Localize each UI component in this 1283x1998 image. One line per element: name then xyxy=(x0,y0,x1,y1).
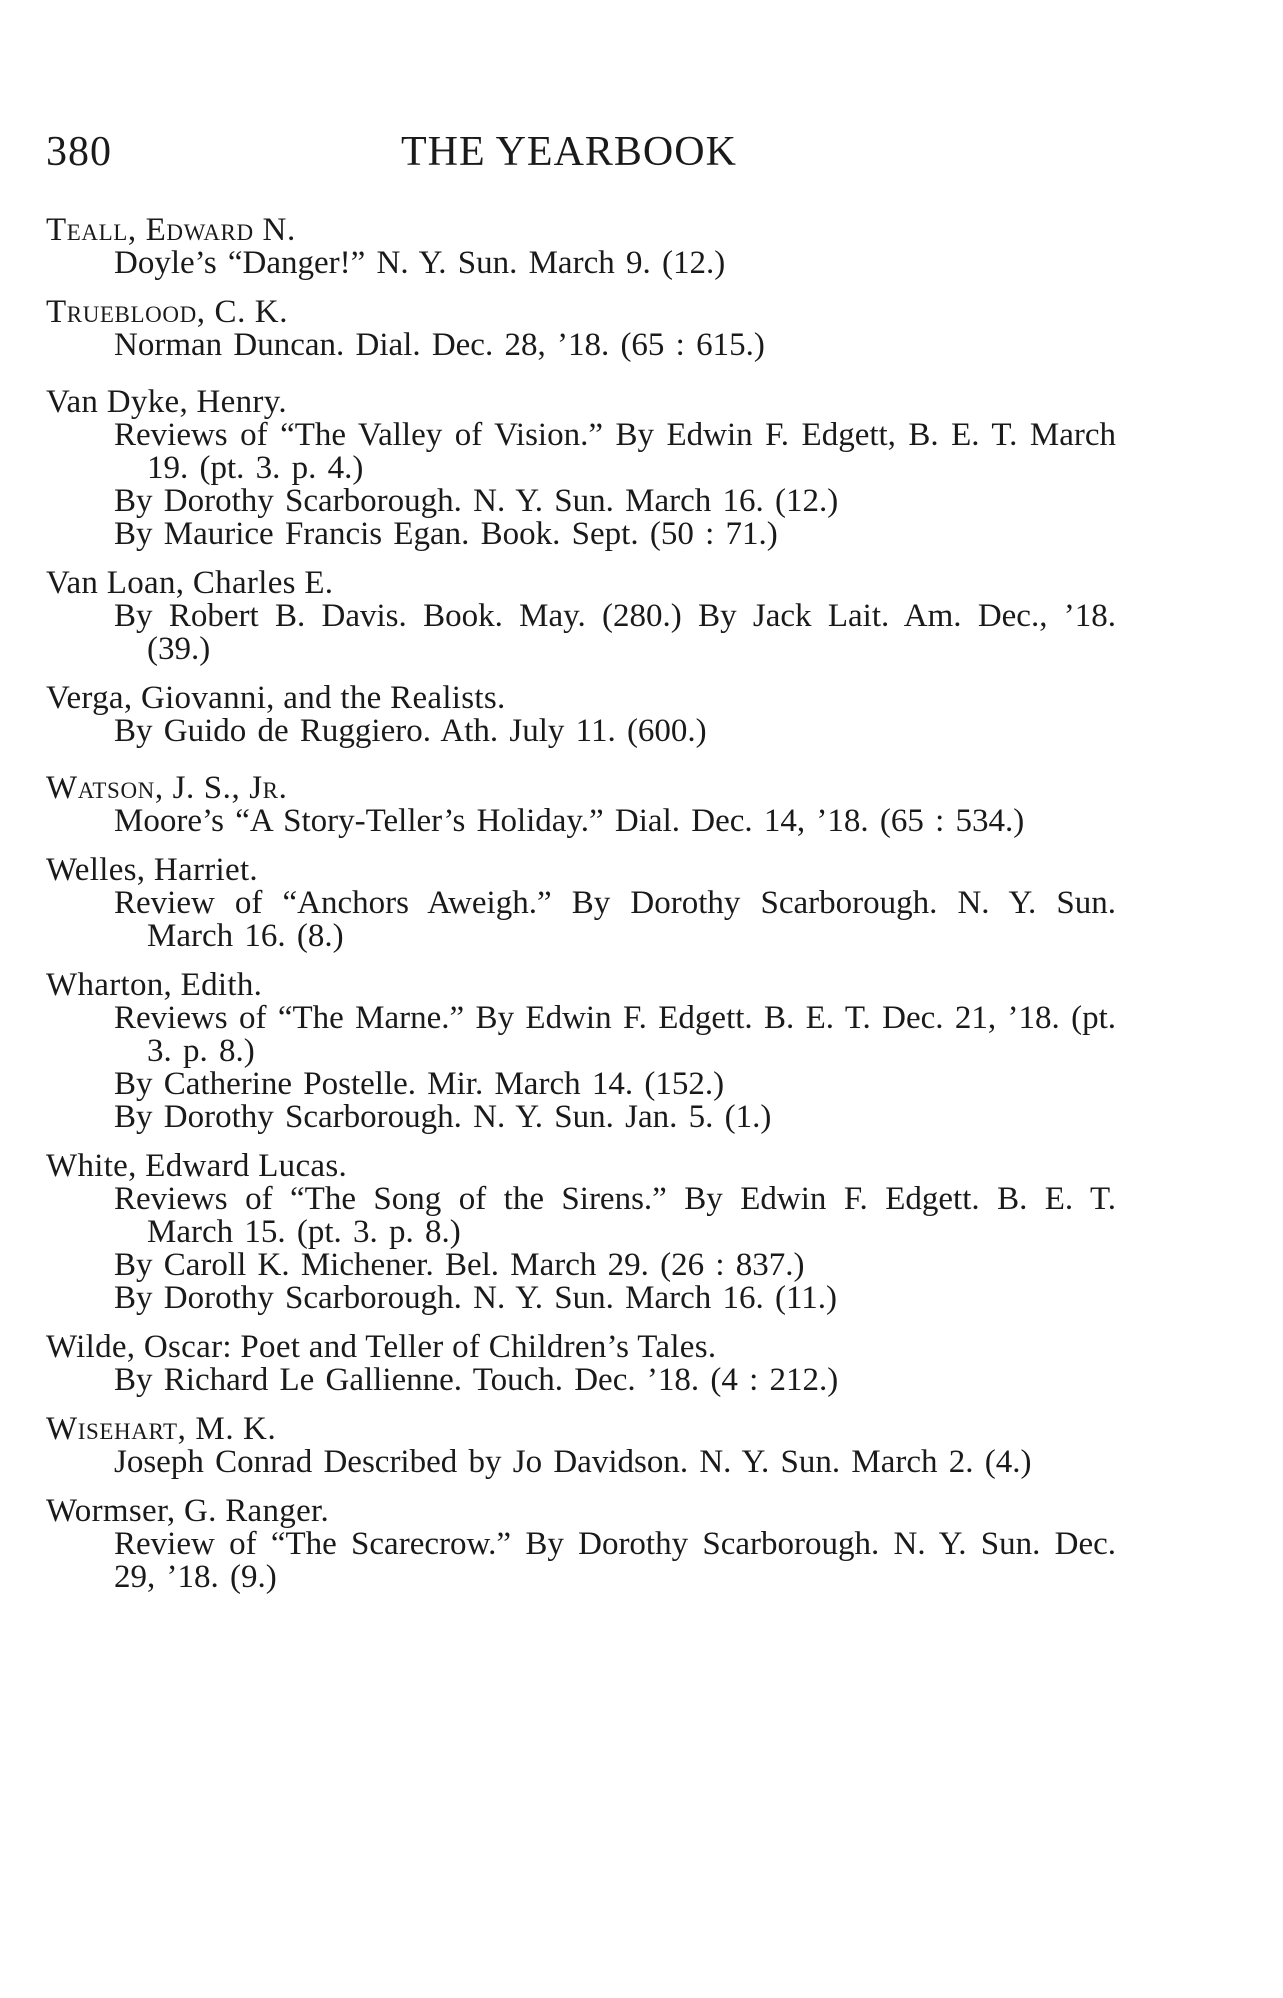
entry-author: Wilde, Oscar: Poet and Teller of Children’s Tales. xyxy=(46,1329,717,1365)
entry-welles xyxy=(46,854,1116,953)
entry-author: Van Dyke, Henry. xyxy=(46,384,287,420)
entry-reference: Reviews of “The Valley of Vision.” By Edwin F. Edgett, B. E. T. March 19. (pt. 3. p. 4.) xyxy=(114,417,1116,486)
entry-reference: By Dorothy Scarborough. N. Y. Sun. March 16. (11.) xyxy=(114,1280,838,1316)
entry-reference: By Dorothy Scarborough. N. Y. Sun. Jan. 5. (1.) xyxy=(114,1099,772,1135)
entry-reference: Doyle’s “Danger!” N. Y. Sun. March 9. (12.) xyxy=(114,245,726,281)
entry-author: White, Edward Lucas. xyxy=(46,1148,348,1184)
entry-wormser xyxy=(46,1495,1116,1594)
entry-reference: By Guido de Ruggiero. Ath. July 11. (600.) xyxy=(114,713,707,749)
entry-author: Welles, Harriet. xyxy=(46,852,258,888)
entry-author: Teall, Edward N. xyxy=(46,212,296,248)
entry-verga xyxy=(46,682,1116,748)
entry-reference: Review of “Anchors Aweigh.” By Dorothy Scarborough. N. Y. Sun. March 16. (8.) xyxy=(114,885,1116,954)
bibliography-entries xyxy=(46,214,1116,1610)
page-number: 380 xyxy=(46,129,112,175)
entry-reference: By Richard Le Gallienne. Touch. Dec. ’18. (4 : 212.) xyxy=(114,1362,839,1398)
entry-reference: Joseph Conrad Described by Jo Davidson. N. Y. Sun. March 2. (4.) xyxy=(114,1444,1032,1480)
entry-teall xyxy=(46,214,1116,280)
entry-reference: Norman Duncan. Dial. Dec. 28, ’18. (65 : 615.) xyxy=(114,327,765,363)
entry-reference: By Dorothy Scarborough. N. Y. Sun. March 16. (12.) xyxy=(114,483,839,519)
entry-reference: Reviews of “The Marne.” By Edwin F. Edgett. B. E. T. Dec. 21, ’18. (pt. 3. p. 8.) xyxy=(114,1000,1116,1069)
entry-author: Wormser, G. Ranger. xyxy=(46,1493,330,1529)
entry-author: Verga, Giovanni, and the Realists. xyxy=(46,680,506,716)
running-head xyxy=(46,128,1106,180)
entry-white xyxy=(46,1150,1116,1315)
entry-van-loan xyxy=(46,567,1116,666)
entry-reference: By Caroll K. Michener. Bel. March 29. (26 : 837.) xyxy=(114,1247,805,1283)
entry-reference: By Maurice Francis Egan. Book. Sept. (50 : 71.) xyxy=(114,516,778,552)
entry-author: Wisehart, M. K. xyxy=(46,1411,277,1447)
entry-reference: Review of “The Scarecrow.” By Dorothy Scarborough. N. Y. Sun. Dec. 29, ’18. (9.) xyxy=(114,1526,1116,1595)
entry-reference: Reviews of “The Song of the Sirens.” By Edwin F. Edgett. B. E. T. March 15. (pt. 3. p. 8.) xyxy=(114,1181,1116,1250)
entry-watson xyxy=(46,772,1116,838)
entry-trueblood xyxy=(46,296,1116,362)
entry-wisehart xyxy=(46,1413,1116,1479)
entry-reference: By Catherine Postelle. Mir. March 14. (152.) xyxy=(114,1066,725,1102)
entry-author: Wharton, Edith. xyxy=(46,967,263,1003)
entry-author: Van Loan, Charles E. xyxy=(46,565,334,601)
page-title: THE YEARBOOK xyxy=(401,129,737,175)
entry-reference: By Robert B. Davis. Book. May. (280.) By Jack Lait. Am. Dec., ’18. (39.) xyxy=(114,598,1116,667)
entry-author: Watson, J. S., Jr. xyxy=(46,770,288,806)
entry-van-dyke xyxy=(46,386,1116,551)
entry-wharton xyxy=(46,969,1116,1134)
entry-wilde xyxy=(46,1331,1116,1397)
entry-author: Trueblood, C. K. xyxy=(46,294,289,330)
entry-reference: Moore’s “A Story-Teller’s Holiday.” Dial. Dec. 14, ’18. (65 : 534.) xyxy=(114,803,1025,839)
